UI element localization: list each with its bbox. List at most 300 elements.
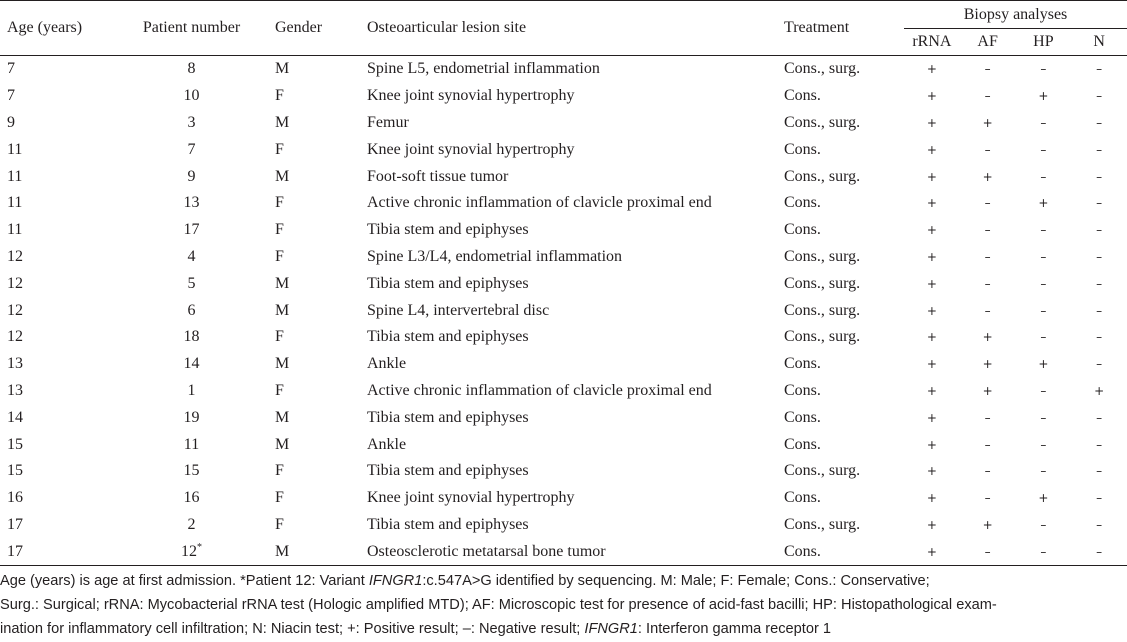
cell-n: [1071, 538, 1127, 565]
cell-rrna: [904, 458, 960, 485]
cell-gender-value: M: [275, 274, 290, 292]
cell-age: [0, 458, 117, 485]
cell-hp-value: –: [1040, 142, 1047, 157]
cell-treatment-value: Cons.: [784, 194, 821, 212]
cell-rrna-value: +: [926, 249, 937, 264]
cell-treatment: [780, 136, 904, 163]
cell-gender-value: M: [275, 408, 290, 426]
cell-hp: [1016, 217, 1072, 244]
cell-treatment-value: Cons.: [784, 87, 821, 105]
cell-n-value: –: [1096, 223, 1103, 238]
cell-gender: [266, 163, 360, 190]
table-row: [0, 56, 1127, 83]
cell-age-value: 17: [7, 515, 23, 533]
cell-age-value: 9: [7, 113, 15, 131]
cell-af: [960, 324, 1016, 351]
cell-treatment: [780, 297, 904, 324]
cell-lesion-site: [360, 512, 780, 539]
cell-n: [1071, 244, 1127, 271]
table-row: [0, 351, 1127, 378]
cell-age-value: 12: [7, 301, 23, 319]
cell-hp-value: –: [1040, 464, 1047, 479]
cell-af: [960, 431, 1016, 458]
cell-n-value: –: [1096, 464, 1103, 479]
header-hp: HP: [1016, 29, 1072, 56]
cell-lesion-site: [360, 458, 780, 485]
cell-lesion-site: [360, 324, 780, 351]
cell-gender: [266, 512, 360, 539]
cell-patient-number-value: 7: [187, 140, 196, 158]
cell-n: [1071, 485, 1127, 512]
cell-treatment: [780, 458, 904, 485]
cell-rrna: [904, 83, 960, 110]
table-row: [0, 297, 1127, 324]
cell-patient-number-value: 15: [183, 462, 200, 480]
cell-treatment-value: Cons.: [784, 542, 821, 560]
cell-age: [0, 324, 117, 351]
cell-n-value: –: [1096, 517, 1103, 532]
cell-age: [0, 244, 117, 271]
cell-hp-value: +: [1038, 196, 1049, 211]
cell-n-value: –: [1096, 115, 1103, 130]
cell-hp-value: –: [1040, 517, 1047, 532]
header-patient-number: Patient number: [117, 1, 266, 56]
cell-lesion-site-value: Tibia stem and epiphyses: [367, 328, 529, 346]
cell-treatment: [780, 217, 904, 244]
cell-gender-value: F: [275, 328, 284, 346]
cell-af: [960, 110, 1016, 137]
table-row: [0, 270, 1127, 297]
cell-treatment-value: Cons., surg.: [784, 113, 861, 131]
cell-hp: [1016, 538, 1072, 565]
table-row: [0, 83, 1127, 110]
cell-patient-number: [117, 56, 266, 83]
cell-af-value: –: [984, 223, 991, 238]
cell-patient-number: [117, 404, 266, 431]
cell-rrna-value: +: [926, 357, 937, 372]
cell-treatment: [780, 538, 904, 565]
cell-rrna: [904, 163, 960, 190]
cell-af-value: +: [982, 517, 993, 532]
cell-gender: [266, 431, 360, 458]
cell-treatment-value: Cons.: [784, 489, 821, 507]
cell-hp-value: +: [1038, 89, 1049, 104]
cell-rrna-value: +: [926, 62, 937, 77]
cell-gender-value: M: [275, 301, 290, 319]
cell-lesion-site: [360, 110, 780, 137]
table-row: [0, 244, 1127, 271]
cell-gender-value: F: [275, 247, 284, 265]
cell-patient-number-value: 11: [183, 435, 200, 453]
cell-patient-number: [117, 136, 266, 163]
cell-hp-value: –: [1040, 437, 1047, 452]
cell-hp-value: +: [1038, 357, 1049, 372]
cell-patient-number-value: 14: [183, 355, 200, 373]
cell-rrna: [904, 56, 960, 83]
cell-lesion-site: [360, 136, 780, 163]
cell-n: [1071, 217, 1127, 244]
cell-rrna: [904, 270, 960, 297]
cell-n: [1071, 512, 1127, 539]
cell-hp: [1016, 431, 1072, 458]
cell-lesion-site-value: Knee joint synovial hypertrophy: [367, 489, 575, 507]
cell-af-value: –: [984, 276, 991, 291]
cell-hp: [1016, 512, 1072, 539]
header-treatment: Treatment: [780, 1, 904, 56]
cell-treatment-value: Cons., surg.: [784, 247, 861, 265]
cell-n: [1071, 297, 1127, 324]
cell-gender: [266, 110, 360, 137]
cell-hp-value: –: [1040, 544, 1047, 559]
cell-rrna: [904, 404, 960, 431]
cell-gender: [266, 485, 360, 512]
cell-n: [1071, 431, 1127, 458]
cell-af-value: –: [984, 249, 991, 264]
cell-lesion-site-value: Knee joint synovial hypertrophy: [367, 87, 575, 105]
cell-age: [0, 512, 117, 539]
cell-lesion-site: [360, 378, 780, 405]
cell-lesion-site-value: Tibia stem and epiphyses: [367, 462, 529, 480]
cell-af-value: –: [984, 142, 991, 157]
cell-treatment-value: Cons., surg.: [784, 515, 861, 533]
footnote-line-1-end: :c.547A>G identified by sequencing. M: Male; F: Female; Cons.: Conservative;: [422, 573, 930, 589]
cell-lesion-site-value: Tibia stem and epiphyses: [367, 408, 529, 426]
cell-n-value: –: [1096, 544, 1103, 559]
cell-n-value: –: [1096, 491, 1103, 506]
cell-patient-number: [117, 431, 266, 458]
cell-af-value: –: [984, 491, 991, 506]
cell-age-value: 14: [7, 408, 23, 426]
cell-af: [960, 217, 1016, 244]
cell-patient-number: [117, 244, 266, 271]
cell-treatment-value: Cons., surg.: [784, 60, 861, 78]
cell-lesion-site-value: Spine L4, intervertebral disc: [367, 301, 550, 319]
cell-gender-value: F: [275, 221, 284, 239]
cell-hp-value: –: [1040, 276, 1047, 291]
cell-af-value: –: [984, 544, 991, 559]
cell-gender-value: F: [275, 140, 284, 158]
cell-treatment: [780, 485, 904, 512]
cell-gender-value: M: [275, 113, 290, 131]
cell-treatment: [780, 83, 904, 110]
cell-n-value: –: [1096, 142, 1103, 157]
cell-age-value: 16: [7, 489, 23, 507]
cell-age-value: 11: [7, 140, 23, 158]
cell-lesion-site-value: Tibia stem and epiphyses: [367, 221, 529, 239]
cell-age: [0, 378, 117, 405]
table-row: [0, 512, 1127, 539]
cell-patient-number-value: 3: [187, 113, 196, 131]
cell-hp-value: –: [1040, 303, 1047, 318]
cell-n: [1071, 83, 1127, 110]
cell-hp-value: –: [1040, 383, 1047, 398]
cell-n-value: –: [1096, 169, 1103, 184]
cell-hp-value: –: [1040, 330, 1047, 345]
cell-gender: [266, 404, 360, 431]
cell-lesion-site: [360, 83, 780, 110]
cell-af: [960, 83, 1016, 110]
cell-age: [0, 270, 117, 297]
cell-af: [960, 136, 1016, 163]
cell-af-value: –: [984, 303, 991, 318]
cell-hp: [1016, 136, 1072, 163]
cell-af: [960, 512, 1016, 539]
cell-rrna: [904, 244, 960, 271]
cell-af: [960, 297, 1016, 324]
cell-af-value: +: [982, 383, 993, 398]
cell-lesion-site-value: Active chronic inflammation of clavicle proximal end: [367, 194, 712, 212]
cell-af: [960, 378, 1016, 405]
cell-gender: [266, 458, 360, 485]
cell-hp: [1016, 485, 1072, 512]
cell-lesion-site: [360, 190, 780, 217]
cell-treatment: [780, 324, 904, 351]
cell-rrna-value: +: [926, 410, 937, 425]
footnote-line-3-start: ination for inflammatory cell infiltration; N: Niacin test; +: Positive result; –: Negative result;: [0, 621, 585, 637]
cell-n-value: –: [1096, 196, 1103, 211]
cell-treatment: [780, 378, 904, 405]
table-header: [0, 1, 1127, 56]
header-gender: Gender: [266, 1, 360, 56]
cell-af-value: +: [982, 330, 993, 345]
cell-patient-number-value: 19: [183, 408, 200, 426]
cell-age: [0, 56, 117, 83]
cell-rrna-value: +: [926, 383, 937, 398]
cell-af: [960, 485, 1016, 512]
cell-patient-number-value: 6: [187, 301, 196, 319]
cell-n: [1071, 351, 1127, 378]
cell-age-value: 11: [7, 221, 23, 239]
cell-af-value: –: [984, 464, 991, 479]
cell-patient-number-value: 8: [187, 60, 196, 78]
cell-gender: [266, 56, 360, 83]
table-row: [0, 190, 1127, 217]
cell-n: [1071, 270, 1127, 297]
cell-gender-value: M: [275, 167, 290, 185]
cell-patient-number-value: 16: [183, 489, 200, 507]
cell-age: [0, 485, 117, 512]
cell-age-value: 13: [7, 355, 23, 373]
cell-treatment: [780, 56, 904, 83]
cell-lesion-site-value: Spine L5, endometrial inflammation: [367, 60, 600, 78]
cell-n: [1071, 163, 1127, 190]
cell-patient-number: [117, 163, 266, 190]
cell-gender: [266, 83, 360, 110]
cell-lesion-site: [360, 270, 780, 297]
cell-hp: [1016, 110, 1072, 137]
cell-patient-number-value: 1: [187, 381, 196, 399]
cell-rrna-value: +: [926, 142, 937, 157]
table-row: [0, 324, 1127, 351]
cell-af-value: –: [984, 62, 991, 77]
cell-age-value: 7: [7, 60, 15, 78]
header-age: Age (years): [0, 1, 117, 56]
cell-rrna-value: +: [926, 303, 937, 318]
cell-rrna-value: +: [926, 223, 937, 238]
cell-lesion-site-value: Femur: [367, 113, 409, 131]
cell-rrna: [904, 431, 960, 458]
cell-gender: [266, 190, 360, 217]
cell-af: [960, 56, 1016, 83]
cell-patient-number-value: 2: [187, 515, 196, 533]
cell-gender-value: F: [275, 194, 284, 212]
table-row: [0, 485, 1127, 512]
cell-age: [0, 83, 117, 110]
cell-n-value: +: [1094, 383, 1105, 398]
cell-treatment: [780, 190, 904, 217]
cell-age: [0, 136, 117, 163]
cell-n: [1071, 378, 1127, 405]
cell-gender-value: F: [275, 381, 284, 399]
cell-treatment: [780, 431, 904, 458]
cell-patient-number-value: 4: [187, 247, 196, 265]
cell-n-value: –: [1096, 357, 1103, 372]
cell-age: [0, 163, 117, 190]
cell-treatment-value: Cons., surg.: [784, 462, 861, 480]
cell-lesion-site: [360, 297, 780, 324]
cell-rrna: [904, 512, 960, 539]
cell-age-value: 7: [7, 87, 15, 105]
cell-lesion-site-value: Tibia stem and epiphyses: [367, 515, 529, 533]
cell-af: [960, 458, 1016, 485]
cell-age: [0, 217, 117, 244]
cell-treatment-value: Cons.: [784, 221, 821, 239]
cell-treatment: [780, 244, 904, 271]
cell-hp: [1016, 324, 1072, 351]
cell-hp-value: –: [1040, 115, 1047, 130]
cell-hp: [1016, 244, 1072, 271]
cell-gender-value: F: [275, 87, 284, 105]
cell-hp: [1016, 458, 1072, 485]
cell-patient-number-value: 5: [187, 274, 196, 292]
cell-rrna: [904, 485, 960, 512]
cell-n: [1071, 458, 1127, 485]
cell-hp: [1016, 351, 1072, 378]
cell-hp: [1016, 190, 1072, 217]
cell-hp-value: –: [1040, 223, 1047, 238]
cell-rrna: [904, 378, 960, 405]
cell-n-value: –: [1096, 303, 1103, 318]
cell-lesion-site: [360, 431, 780, 458]
cell-patient-number: [117, 110, 266, 137]
cell-lesion-site-value: Active chronic inflammation of clavicle proximal end: [367, 381, 712, 399]
cell-treatment: [780, 404, 904, 431]
cell-patient-number-value: 13: [183, 194, 200, 212]
cell-lesion-site-value: Ankle: [367, 355, 407, 373]
cell-rrna: [904, 190, 960, 217]
header-biopsy-analyses: Biopsy analyses: [904, 1, 1127, 29]
cell-gender: [266, 217, 360, 244]
cell-lesion-site-value: Osteosclerotic metatarsal bone tumor: [367, 542, 606, 560]
cell-hp: [1016, 56, 1072, 83]
cell-age-value: 12: [7, 247, 23, 265]
cell-patient-number: [117, 190, 266, 217]
cell-rrna-value: +: [926, 464, 937, 479]
cell-gender: [266, 324, 360, 351]
table-row: [0, 110, 1127, 137]
cell-gender-value: M: [275, 435, 290, 453]
cell-rrna: [904, 538, 960, 565]
cell-lesion-site: [360, 538, 780, 565]
cell-af-value: –: [984, 196, 991, 211]
footnote-line-3-end: : Interferon gamma receptor 1: [637, 621, 831, 637]
footnote-line-3: [0, 617, 1127, 641]
cell-rrna: [904, 297, 960, 324]
footnote-gene-abbrev: IFNGR1: [584, 621, 638, 637]
cell-hp-value: +: [1038, 491, 1049, 506]
table-row: [0, 163, 1127, 190]
cell-lesion-site-value: Foot-soft tissue tumor: [367, 167, 509, 185]
cell-hp: [1016, 163, 1072, 190]
header-rrna: rRNA: [904, 29, 960, 56]
cell-rrna-value: +: [926, 276, 937, 291]
footnote-gene-name: IFNGR1: [368, 573, 423, 589]
cell-hp: [1016, 83, 1072, 110]
cell-lesion-site-value: Ankle: [367, 435, 407, 453]
cell-n: [1071, 136, 1127, 163]
cell-rrna-value: +: [926, 517, 937, 532]
cell-age: [0, 351, 117, 378]
cell-gender-value: M: [275, 542, 290, 560]
cell-n-value: –: [1096, 276, 1103, 291]
cell-lesion-site-value: Tibia stem and epiphyses: [367, 274, 529, 292]
cell-rrna: [904, 110, 960, 137]
cell-rrna: [904, 136, 960, 163]
cell-rrna-value: +: [926, 196, 937, 211]
cell-treatment-value: Cons.: [784, 355, 821, 373]
cell-n: [1071, 56, 1127, 83]
table-row: [0, 404, 1127, 431]
footnote-marker: *: [197, 541, 202, 553]
cell-af-value: +: [982, 115, 993, 130]
cell-patient-number: [117, 217, 266, 244]
cell-lesion-site: [360, 485, 780, 512]
cell-af: [960, 404, 1016, 431]
cell-gender: [266, 297, 360, 324]
cell-af: [960, 244, 1016, 271]
cell-patient-number: [117, 83, 266, 110]
table-row: [0, 538, 1127, 565]
cell-hp-value: –: [1040, 249, 1047, 264]
cell-patient-number-value: 10: [183, 87, 200, 105]
cell-hp-value: –: [1040, 62, 1047, 77]
cell-treatment: [780, 110, 904, 137]
table-row: [0, 378, 1127, 405]
cell-age: [0, 110, 117, 137]
cell-patient-number: [117, 297, 266, 324]
cell-patient-number-value: 17: [183, 221, 200, 239]
cell-rrna-value: +: [926, 544, 937, 559]
cell-hp: [1016, 297, 1072, 324]
cell-af: [960, 190, 1016, 217]
cell-n: [1071, 190, 1127, 217]
cell-af: [960, 538, 1016, 565]
cell-lesion-site: [360, 56, 780, 83]
table-row: [0, 431, 1127, 458]
cell-age-value: 15: [7, 462, 23, 480]
cell-patient-number: [117, 378, 266, 405]
cell-lesion-site-value: Knee joint synovial hypertrophy: [367, 140, 575, 158]
cell-gender-value: F: [275, 489, 284, 507]
footnote-line-1-start: Age (years) is age at first admission. *Patient 12: Variant: [0, 573, 369, 589]
cell-af: [960, 351, 1016, 378]
cell-hp: [1016, 404, 1072, 431]
cell-patient-number-value: 9: [187, 167, 196, 185]
cell-af-value: –: [984, 437, 991, 452]
cell-patient-number: [117, 512, 266, 539]
cell-age: [0, 538, 117, 565]
cell-af-value: –: [984, 410, 991, 425]
